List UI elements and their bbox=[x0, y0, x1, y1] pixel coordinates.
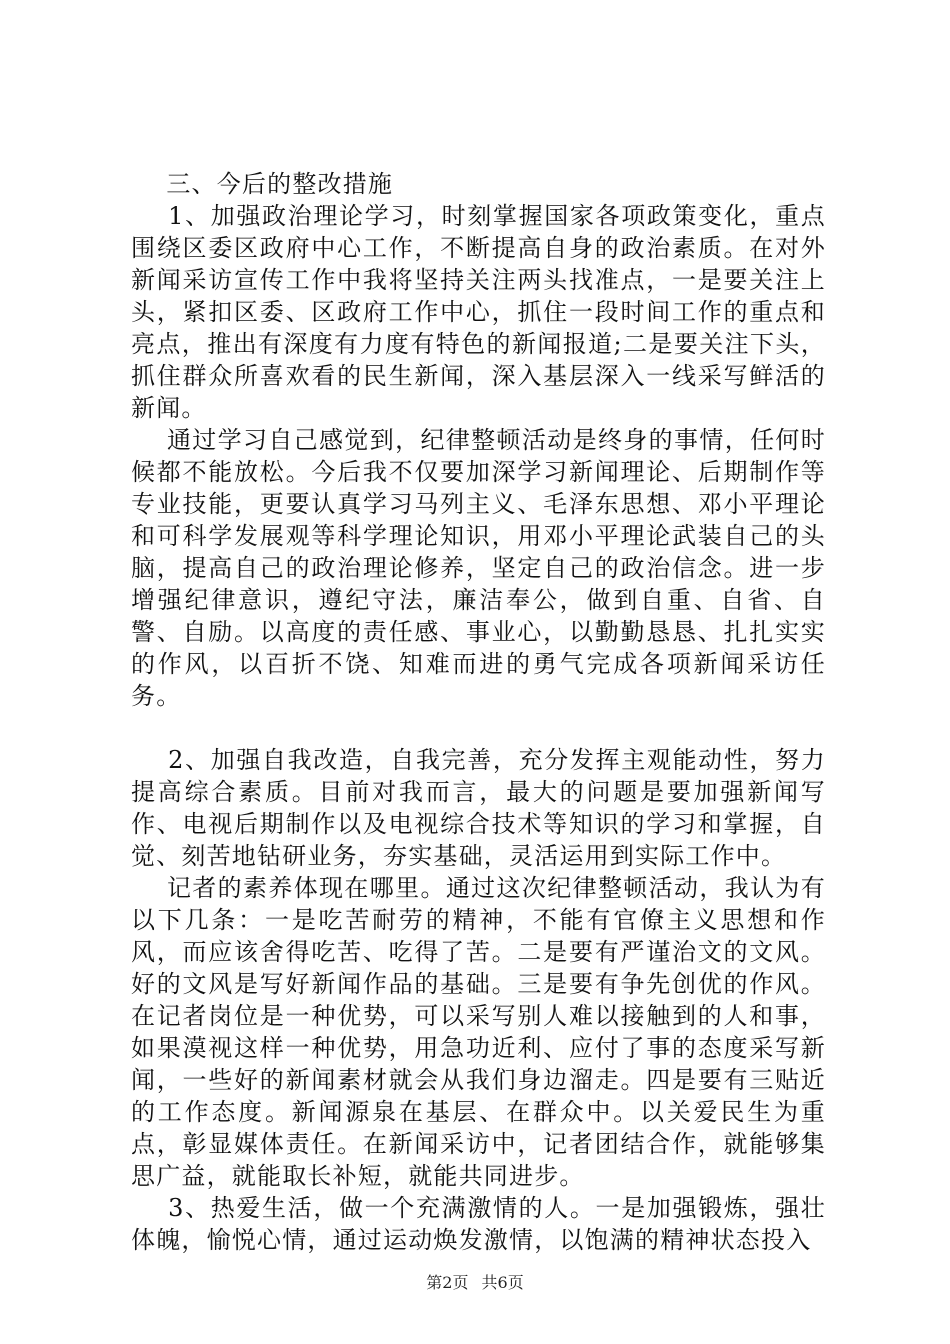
page-number: 第2页 bbox=[426, 1273, 469, 1292]
paragraph-reflection: 通过学习自己感觉到，纪律整顿活动是终身的事情，任何时候都不能放松。今后我不仅要加深学习新闻理论、后期制作等专业技能，更要认真学习马列主义、毛泽东思想、邓小平理论和可科学发展观等科学理论知识，用邓小平理论武装自己的头脑，提高自己的政治理论修养，坚定自己的政治信念。进一步增强纪律意识，遵纪守法，廉洁奉公，做到自重、自省、自警、自励。以高度的责任感、事业心，以勤勤恳恳、扎扎实实的作风，以百折不饶、知难而进的勇气完成各项新闻采访任务。 bbox=[131, 426, 826, 710]
document-body bbox=[131, 168, 826, 1256]
page-total: 共6页 bbox=[481, 1273, 524, 1292]
page-footer bbox=[0, 1273, 950, 1293]
paragraph-measure-2: 2、加强自我改造，自我完善，充分发挥主观能动性，努力提高综合素质。目前对我而言，最大的问题是要加强新闻写作、电视后期制作以及电视综合技术等知识的学习和掌握，自觉、刻苦地钻研业务，夯实基础，灵活运用到实际工作中。 bbox=[131, 746, 826, 870]
paragraph-measure-1: 1、加强政治理论学习，时刻掌握国家各项政策变化，重点围绕区委区政府中心工作，不断提高自身的政治素质。在对外新闻采访宣传工作中我将坚持关注两头找准点，一是要关注上头，紧扣区委、区政府工作中心，抓住一段时间工作的重点和亮点，推出有深度有力度有特色的新闻报道;二是要关注下头，抓住群众所喜欢看的民生新闻，深入基层深入一线采写鲜活的新闻。 bbox=[131, 202, 826, 422]
paragraph-measure-3: 3、热爱生活，做一个充满激情的人。一是加强锻炼，强壮体魄，愉悦心情，通过运动焕发激情，以饱满的精神状态投入 bbox=[131, 1194, 826, 1254]
paragraph-reporter-qualities: 记者的素养体现在哪里。通过这次纪律整顿活动，我认为有以下几条：一是吃苦耐劳的精神，不能有官僚主义思想和作风，而应该舍得吃苦、吃得了苦。二是要有严谨治文的文风。好的文风是写好新闻作品的基础。三是要有争先创优的作风。在记者岗位是一种优势，可以采写别人难以接触到的人和事，如果漠视这样一种优势，用急功近利、应付了事的态度采写新闻，一些好的新闻素材就会从我们身边溜走。四是要有三贴近的工作态度。新闻源泉在基层、在群众中。以关爱民生为重点，彰显媒体责任。在新闻采访中，记者团结合作，就能够集思广益，就能取长补短，就能共同进步。 bbox=[131, 874, 826, 1190]
section-heading: 三、今后的整改措施 bbox=[131, 170, 394, 198]
